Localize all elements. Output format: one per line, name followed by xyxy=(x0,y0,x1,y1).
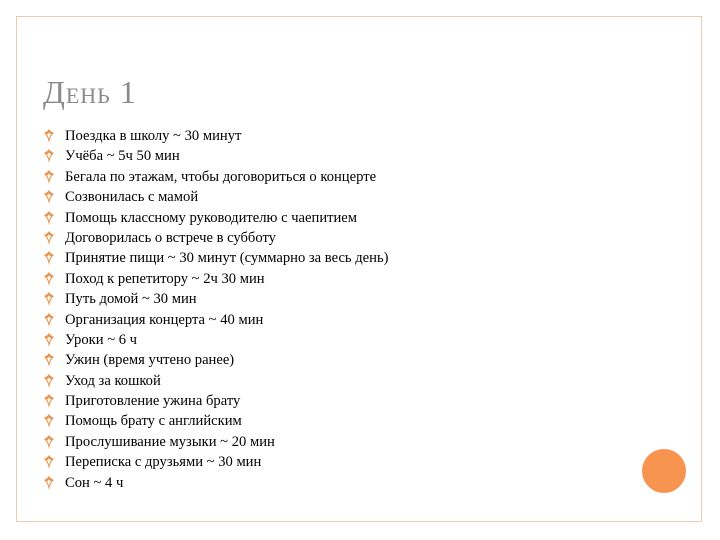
leaf-bullet-icon xyxy=(43,169,55,185)
list-item xyxy=(43,208,388,228)
leaf-bullet-icon xyxy=(43,148,55,164)
leaf-bullet-icon xyxy=(43,250,55,266)
list-item xyxy=(43,146,388,166)
decorative-circle xyxy=(642,449,686,493)
list-item-text: Бегала по этажам, чтобы договориться о концерте xyxy=(65,168,377,185)
list-item-text: Поездка в школу ~ 30 минут xyxy=(65,128,242,144)
list-item xyxy=(43,350,388,370)
leaf-bullet-icon xyxy=(43,230,55,246)
list-item xyxy=(43,269,388,289)
leaf-bullet-icon xyxy=(43,189,55,205)
list-item-text: Принятие пищи ~ 30 минут (суммарно за весь день) xyxy=(65,250,389,267)
leaf-bullet-icon xyxy=(43,393,55,409)
list-item-text: Учёба ~ 5ч 50 мин xyxy=(65,148,180,165)
leaf-bullet-icon xyxy=(43,271,55,287)
list-item xyxy=(43,248,388,268)
list-item xyxy=(43,371,388,391)
list-item-text: Уход за кошкой xyxy=(65,372,161,389)
list-item-text: Помощь брату с английским xyxy=(65,413,242,430)
list-item-text: Уроки ~ 6 ч xyxy=(65,331,138,348)
list-item-text: Организация концерта ~ 40 мин xyxy=(65,311,264,328)
list-item xyxy=(43,126,388,146)
bullet-list xyxy=(43,126,388,493)
leaf-bullet-icon xyxy=(43,413,55,429)
leaf-bullet-icon xyxy=(43,475,55,491)
list-item xyxy=(43,228,388,248)
list-item-text: Помощь классному руководителю с чаепитием xyxy=(65,209,358,226)
list-item xyxy=(43,452,388,472)
list-item-text: Договорилась о встрече в субботу xyxy=(65,229,276,246)
list-item xyxy=(43,411,388,431)
list-item-text: Ужин (время учтено ранее) xyxy=(65,352,235,369)
list-item-text: Поход к репетитору ~ 2ч 30 мин xyxy=(65,270,265,287)
slide-title: День 1 xyxy=(43,74,137,110)
list-item-text: Сон ~ 4 ч xyxy=(65,474,124,491)
leaf-bullet-icon xyxy=(43,128,55,144)
list-item xyxy=(43,310,388,330)
list-item xyxy=(43,289,388,309)
list-item xyxy=(43,330,388,350)
leaf-bullet-icon xyxy=(43,373,55,389)
list-item xyxy=(43,432,388,452)
list-item xyxy=(43,473,388,493)
leaf-bullet-icon xyxy=(43,312,55,328)
leaf-bullet-icon xyxy=(43,291,55,307)
list-item-text: Приготовление ужина брату xyxy=(65,393,241,410)
list-item-text: Путь домой ~ 30 мин xyxy=(65,291,197,308)
list-item xyxy=(43,167,388,187)
leaf-bullet-icon xyxy=(43,352,55,368)
leaf-bullet-icon xyxy=(43,332,55,348)
list-item-text: Прослушивание музыки ~ 20 мин xyxy=(65,433,275,450)
list-item xyxy=(43,187,388,207)
list-item-text: Переписка с друзьями ~ 30 мин xyxy=(65,454,262,471)
list-item xyxy=(43,391,388,411)
leaf-bullet-icon xyxy=(43,454,55,470)
leaf-bullet-icon xyxy=(43,210,55,226)
list-item-text: Созвонилась с мамой xyxy=(65,189,199,206)
leaf-bullet-icon xyxy=(43,434,55,450)
